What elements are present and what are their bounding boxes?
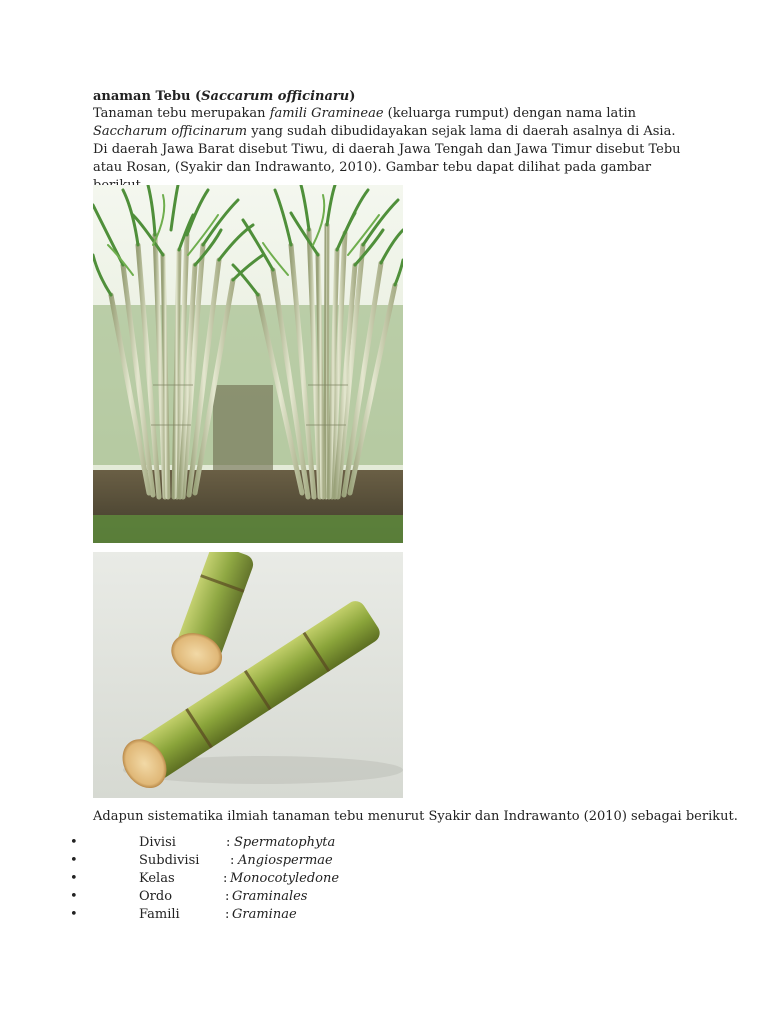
taxonomy-rank: Divisi (139, 835, 176, 850)
taxonomy-value: Angiospermae (238, 853, 333, 868)
taxonomy-rank: Ordo (139, 889, 173, 904)
paragraph-text-1: Tanaman tebu merupakan (93, 106, 270, 121)
paragraph-italic-latin: Saccharum officinarum (93, 124, 248, 139)
sugarcane-stalks-illustration (93, 552, 403, 798)
taxonomy-row-famili (0, 906, 500, 924)
heading-species: Saccarum officinaru (201, 89, 350, 104)
taxonomy-separator: : (230, 853, 235, 868)
taxonomy-separator: : (223, 871, 228, 886)
taxonomy-separator: : (225, 889, 230, 904)
taxonomy-value: Spermatophyta (234, 835, 336, 850)
body-paragraph (93, 105, 683, 195)
paragraph-text-3: yang sudah dibudidayakan sejak lama di daerah asalnya di Asia. Di daerah Jawa Barat disebut Tiwu, di daerah Jawa Tengah dan Jawa Timur disebut Tebu atau Rosan, (Syakir dan Indrawanto, 2010). Gambar tebu dapat dilihat pada gambar (93, 124, 681, 175)
taxonomy-rank: Famili (139, 907, 180, 922)
bullet-icon: • (70, 853, 78, 868)
bullet-icon: • (70, 835, 78, 850)
heading-prefix: anaman Tebu ( (93, 89, 202, 104)
taxonomy-row-kelas (0, 870, 500, 888)
taxonomy-separator: : (225, 907, 230, 922)
paragraph-text-2: (keluarga rumput) dengan nama latin (383, 106, 637, 121)
taxonomy-list (0, 834, 500, 924)
taxonomy-row-subdivisi (0, 852, 500, 870)
taxonomy-value: Graminales (232, 889, 308, 904)
heading-suffix: ) (349, 89, 356, 104)
sugarcane-stalks-photo (93, 552, 403, 798)
taxonomy-separator: : (226, 835, 231, 850)
taxonomy-rank: Kelas (139, 871, 175, 886)
taxonomy-rank: Subdivisi (139, 853, 200, 868)
taxonomy-value: Graminae (232, 907, 297, 922)
bullet-icon: • (70, 871, 78, 886)
sugarcane-field-photo (93, 185, 403, 543)
paragraph-italic-family: famili Gramineae (269, 106, 384, 121)
section-heading (93, 88, 355, 106)
bullet-icon: • (70, 889, 78, 904)
taxonomy-value: Monocotyledone (230, 871, 340, 886)
bullet-icon: • (70, 907, 78, 922)
sugarcane-field-illustration (93, 185, 403, 543)
taxonomy-row-ordo (0, 888, 500, 906)
taxonomy-intro: Adapun sistematika ilmiah tanaman tebu menurut Syakir dan Indrawanto (2010) sebagai berikut. (93, 809, 738, 824)
taxonomy-row-divisi (0, 834, 500, 852)
